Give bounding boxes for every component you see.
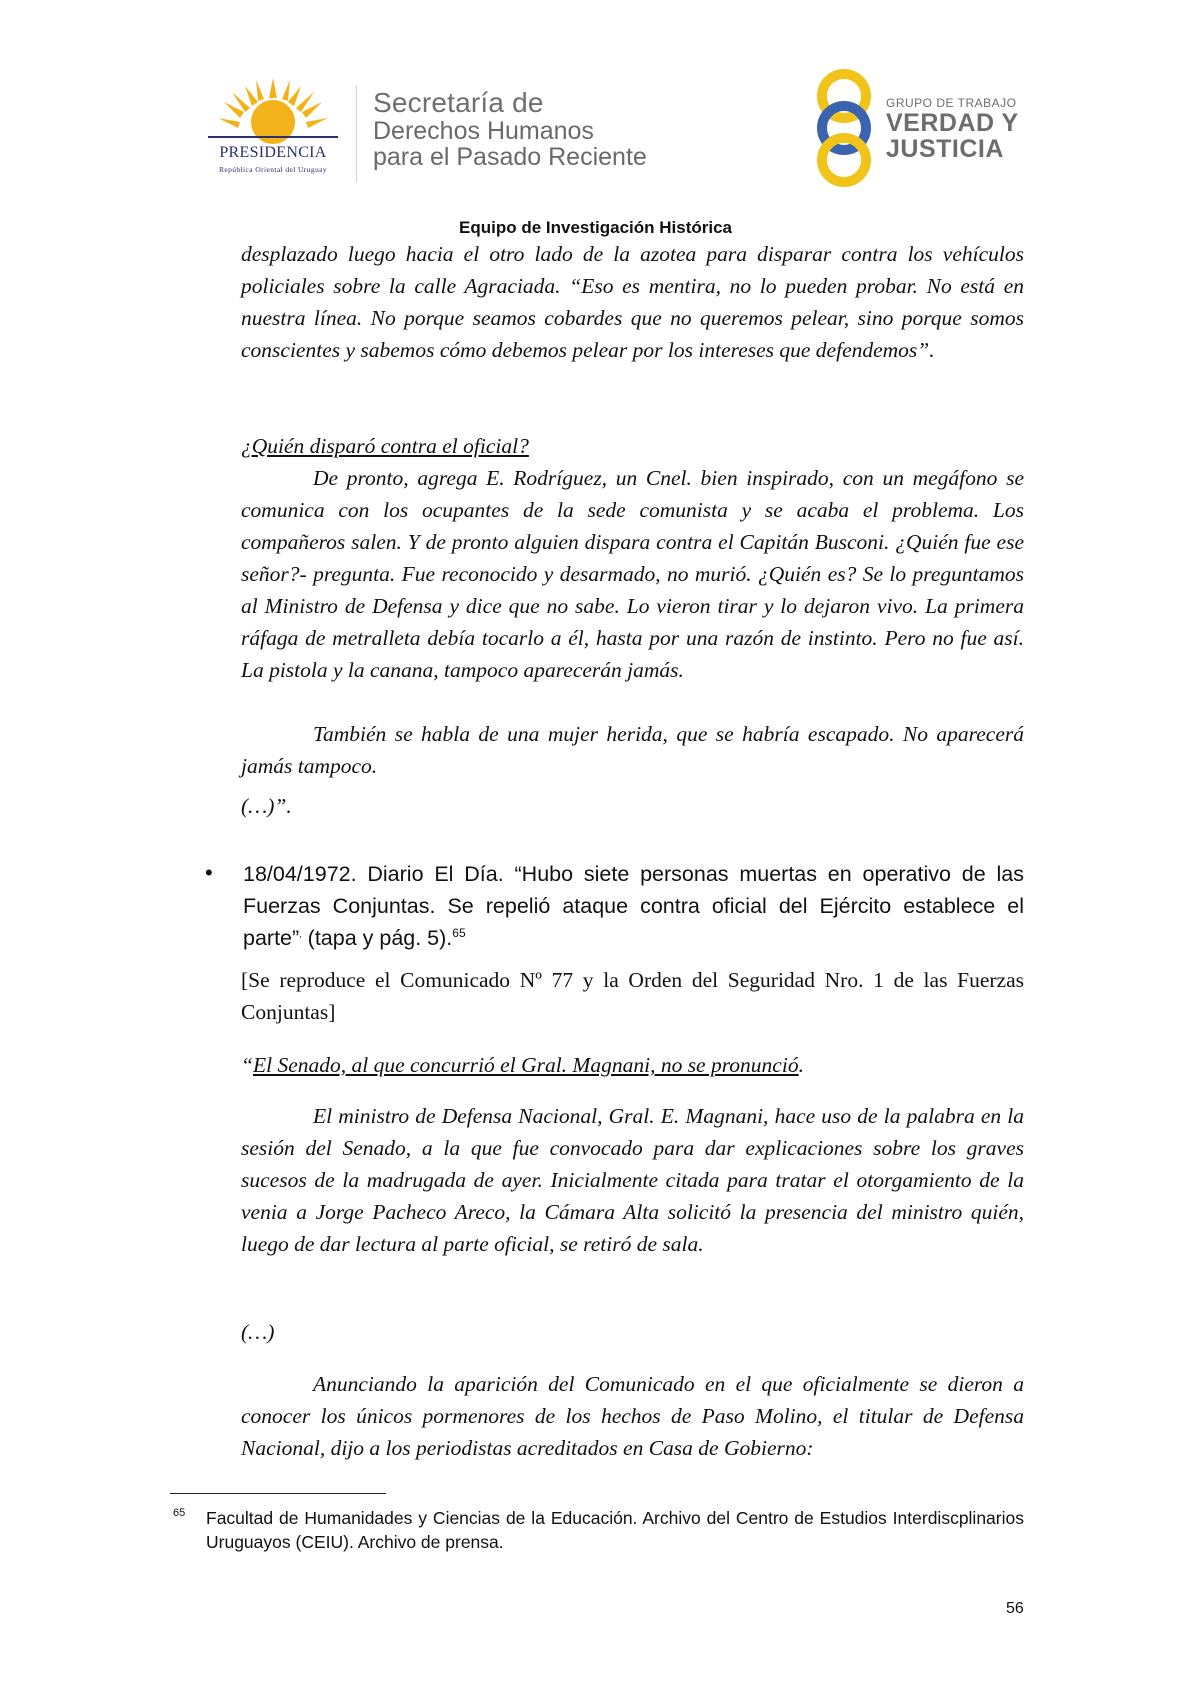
secretaria-line2: Derechos Humanos bbox=[373, 117, 594, 145]
header-divider bbox=[356, 86, 357, 182]
paragraph-mujer-herida: También se habla de una mujer herida, que se habría escapado. No aparecerá jamás tampoco. bbox=[241, 722, 1024, 778]
bullet-comma: , bbox=[299, 928, 302, 939]
subheading-text: ¿Quién disparó contra el oficial? bbox=[241, 434, 529, 458]
secretaria-line3: para el Pasado Reciente bbox=[373, 143, 647, 171]
bullet-text-tail: (tapa y pág. 5). bbox=[301, 926, 453, 950]
bullet-text-main: 18/04/1972. Diario El Día. “Hubo siete personas muertas en operativo de las Fuerzas Conjuntas. Se repelió ataque contra oficial del Ejército establece el parte” bbox=[243, 862, 1024, 950]
presidencia-logo bbox=[198, 78, 348, 190]
bullet-marker: • bbox=[205, 860, 213, 885]
team-title: Equipo de Investigación Histórica bbox=[459, 218, 732, 237]
secretaria-line1: Secretaría de bbox=[373, 87, 544, 118]
footnote-number: 65 bbox=[173, 1507, 186, 1519]
paragraph-rodriguez: De pronto, agrega E. Rodríguez, un Cnel. bien inspirado, con un megáfono se comunica con los ocupantes de la sede comunista y se acaba el problema. Los compañeros salen. Y de pronto alguien dispara contra el Capitán Busconi. ¿Quién fue ese señor?- pregunta. Fue reconocido y desarmado, no murió. ¿Quién es? Se lo preguntamos al Ministro de Defensa y dice que no sabe. Lo vieron tirar y lo dejaron vivo. La primera ráfaga de metralleta debía tocarlo a él, hasta por una razón de instinto. Pero no fue así. La pistola y la canana, tampoco aparecerán jamás. bbox=[241, 466, 1024, 682]
presidencia-subtitle: República Oriental del Uruguay bbox=[218, 165, 327, 174]
headline-quote bbox=[241, 1049, 1024, 1081]
bracket-note: [Se reproduce el Comunicado Nº 77 y la Orden del Seguridad Nro. 1 de las Fuerzas Conjuntas] bbox=[241, 968, 1024, 1024]
paragraph-magnani: El ministro de Defensa Nacional, Gral. E. Magnani, hace uso de la palabra en la sesión del Senado, a la que fue convocado para dar explicaciones sobre los graves sucesos de la madrugada de ayer. Inicialmente citada para tratar el otorgamiento de la venia a Jorge Pacheco Areco, la Cámara Alta solicitó la presencia del ministro quién, luego de dar lectura al parte oficial, se retiró de sala. bbox=[241, 1104, 1024, 1256]
grupo-line2: JUSTICIA bbox=[886, 135, 1004, 163]
grupo-line1: VERDAD Y bbox=[886, 109, 1019, 137]
footnote-text: Facultad de Humanidades y Ciencias de la Educación. Archivo del Centro de Estudios Interdiscplinarios Uruguayos (CEIU). Archivo de prensa. bbox=[206, 1508, 1024, 1552]
paragraph-continuation: desplazado luego hacia el otro lado de la azotea para disparar contra los vehículos policiales sobre la calle Agraciada. “Eso es mentira, no lo pueden probar. No está en nuestra línea. No porque seamos cobardes que no queremos pelear, sino porque somos conscientes y sabemos cómo debemos pelear por los intereses que defendemos”. bbox=[241, 242, 1024, 362]
secretaria-logo-text bbox=[373, 88, 647, 170]
paragraph-anunciando: Anunciando la aparición del Comunicado en el que oficialmente se dieron a conocer los únicos pormenores de los hechos de Paso Molino, el titular de Defensa Nacional, dijo a los periodistas acreditados en Casa de Gobierno: bbox=[241, 1372, 1024, 1460]
quote-open: “ bbox=[241, 1053, 253, 1077]
ellipsis-mid: (…) bbox=[241, 1320, 275, 1344]
page-number: 56 bbox=[1006, 1600, 1024, 1617]
footnote-ref[interactable]: 65 bbox=[452, 925, 466, 940]
grupo-small-label: GRUPO DE TRABAJO bbox=[886, 96, 1017, 110]
headline-end: . bbox=[798, 1053, 804, 1077]
sun-icon bbox=[198, 78, 348, 148]
subheading bbox=[241, 430, 1024, 462]
footnote-rule bbox=[170, 1493, 386, 1494]
headline-text: El Senado, al que concurrió el Gral. Magnani, no se pronunció bbox=[252, 1053, 799, 1077]
grupo-trabajo-logo-text bbox=[886, 96, 1019, 162]
presidencia-name: PRESIDENCIA bbox=[219, 144, 327, 161]
bullet-press-entry bbox=[243, 858, 1024, 954]
ellipsis-closing: (…)”. bbox=[241, 794, 292, 818]
